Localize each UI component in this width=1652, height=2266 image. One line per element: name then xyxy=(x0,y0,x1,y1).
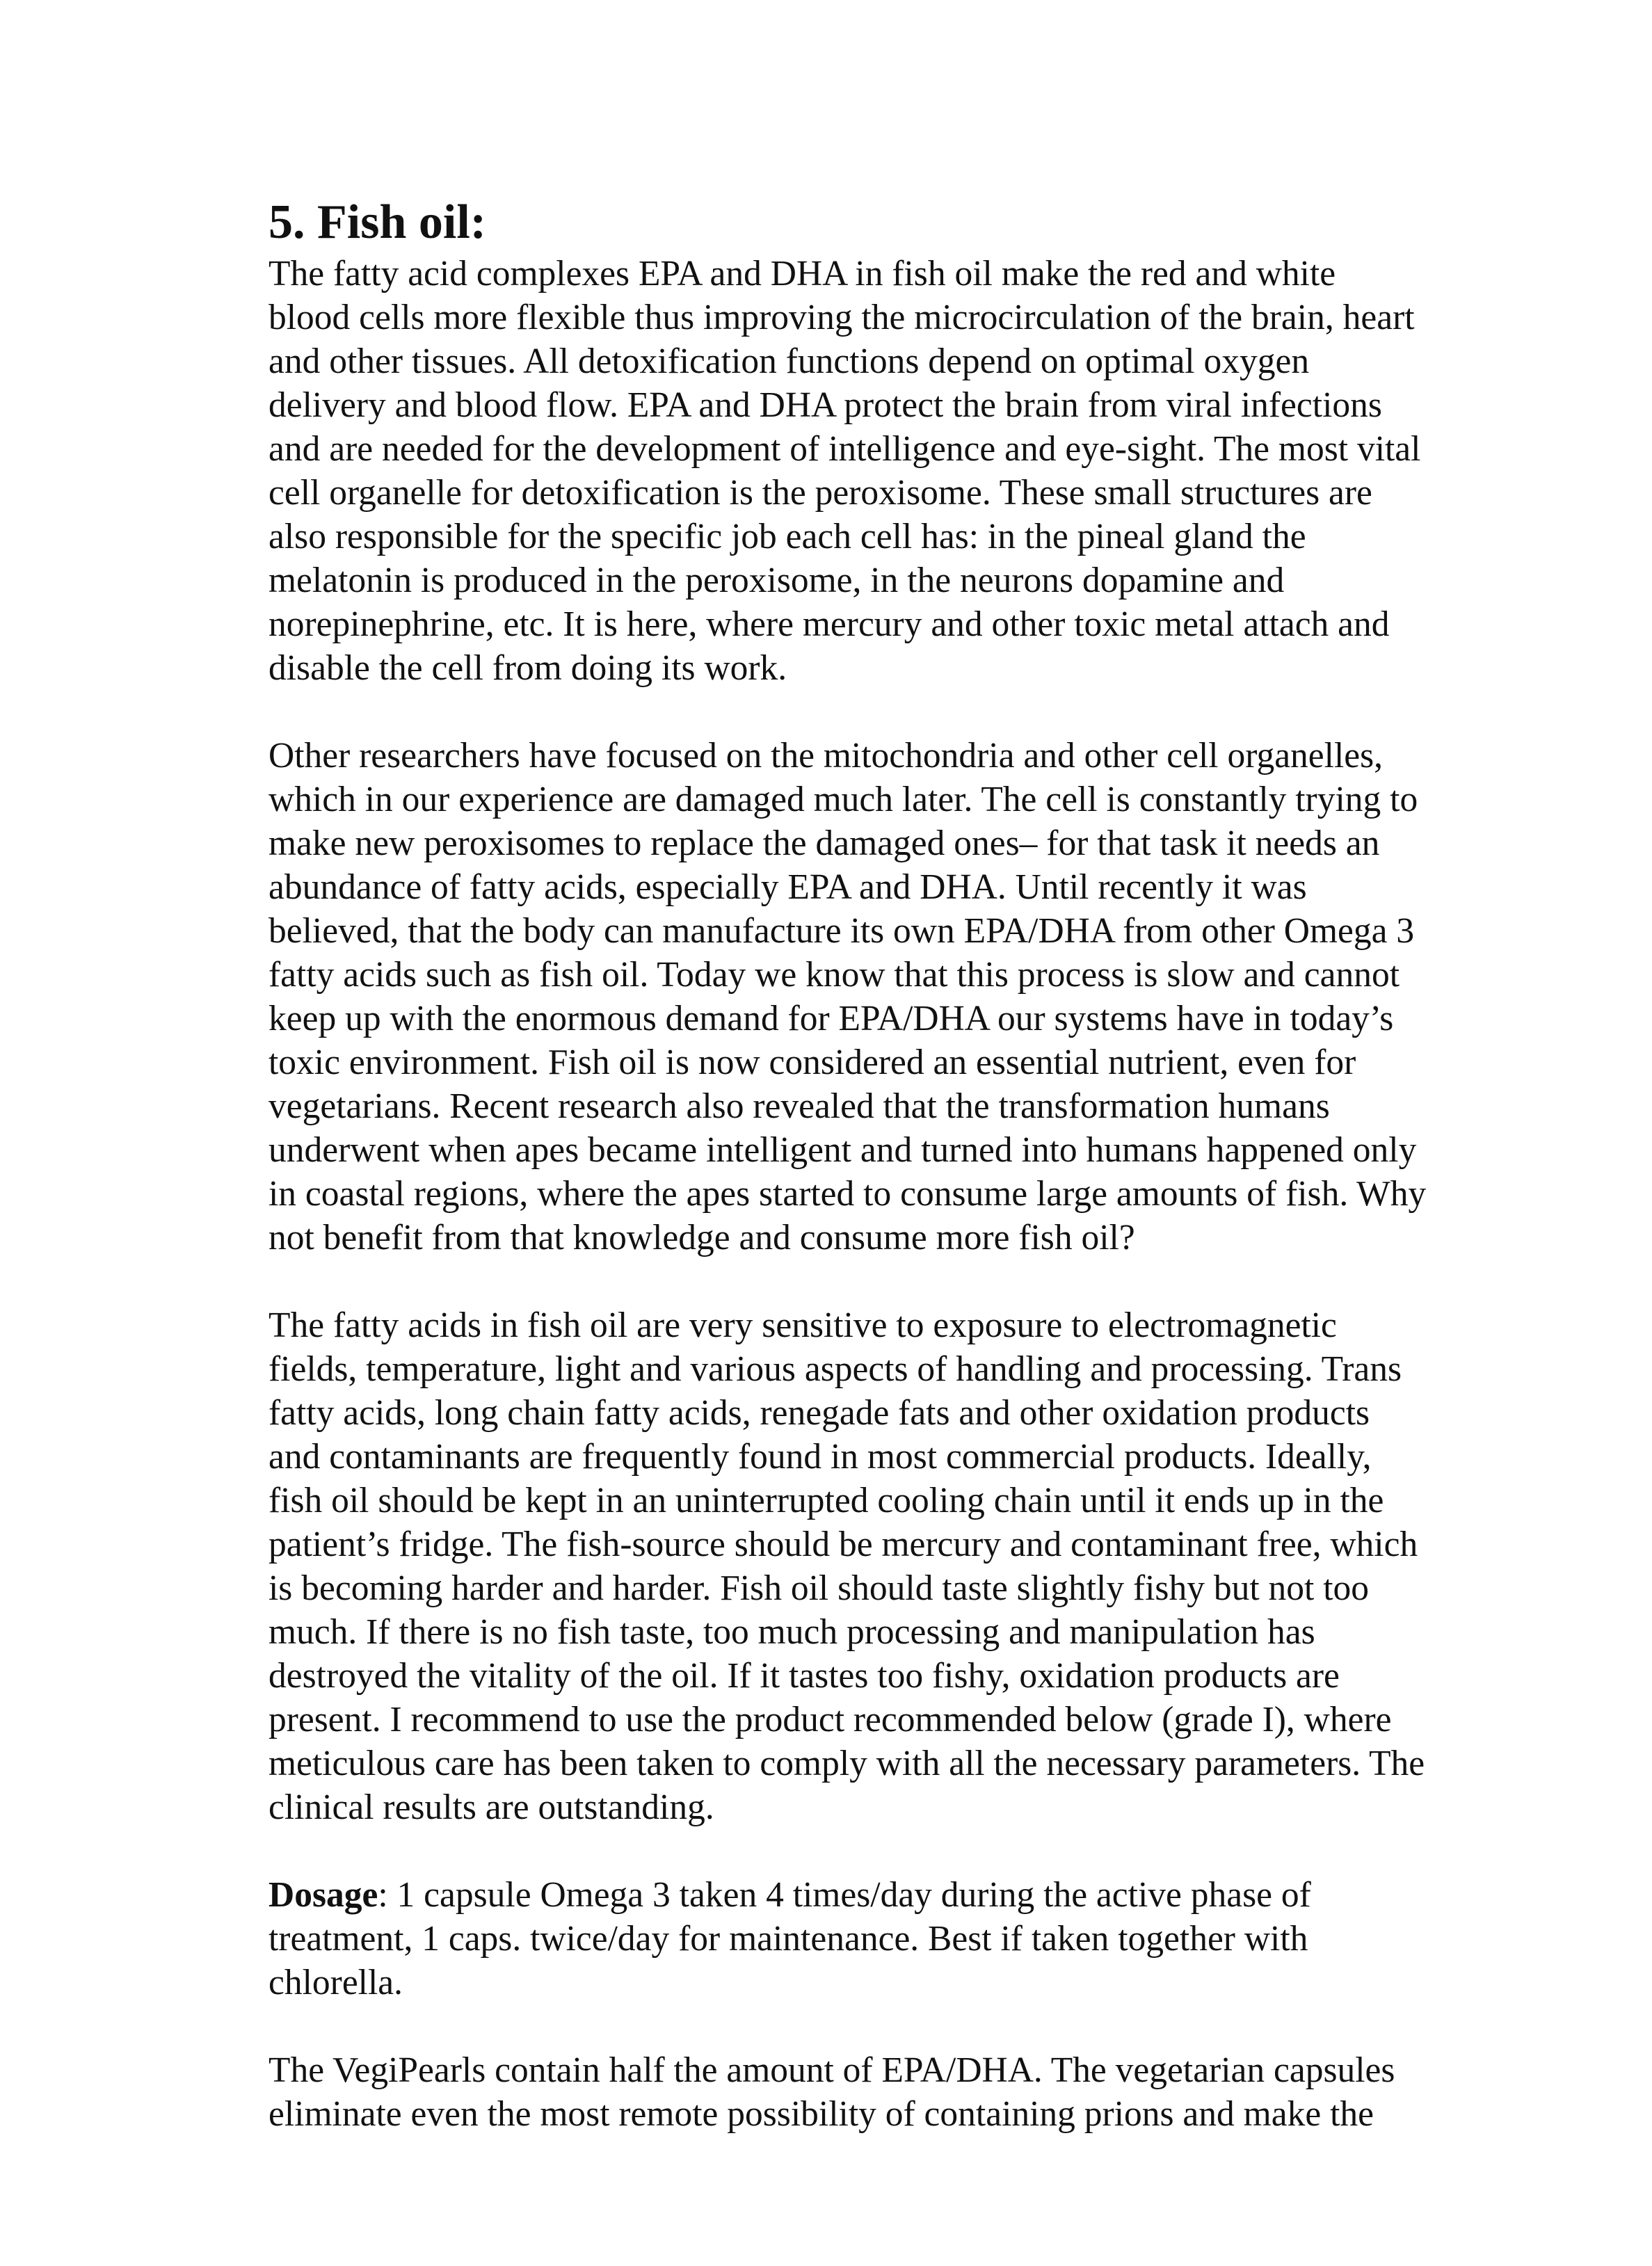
document-body xyxy=(268,193,1541,2180)
text-line: underwent when apes became intelligent and turned into humans happened only xyxy=(268,1130,1417,1170)
text-line: cell organelle for detoxification is the peroxisome. These small structures are xyxy=(268,473,1372,513)
text-line: present. I recommend to use the product recommended below (grade I), where xyxy=(268,1700,1392,1739)
text-line: much. If there is no fish taste, too much processing and manipulation has xyxy=(268,1612,1315,1652)
text-line: and contaminants are frequently found in most commercial products. Ideally, xyxy=(268,1437,1372,1477)
text-line: fish oil should be kept in an uninterrupted cooling chain until it ends up in the xyxy=(268,1481,1384,1520)
text-line: fatty acids such as fish oil. Today we know that this process is slow and cannot xyxy=(268,955,1400,995)
text-line: The VegiPearls contain half the amount of EPA/DHA. The vegetarian capsules xyxy=(268,2050,1395,2090)
text-line: fields, temperature, light and various aspects of handling and processing. Trans xyxy=(268,1349,1402,1389)
text-line: keep up with the enormous demand for EPA/DHA our systems have in today’s xyxy=(268,999,1394,1038)
paragraph-dosage xyxy=(268,1873,1541,2004)
text-line: The fatty acids in fish oil are very sensitive to exposure to electromagnetic xyxy=(268,1305,1337,1345)
text-line: destroyed the vitality of the oil. If it tastes too fishy, oxidation products are xyxy=(268,1656,1340,1696)
text-line: and other tissues. All detoxification functions depend on optimal oxygen xyxy=(268,341,1310,381)
text-line: make new peroxisomes to replace the damaged ones– for that task it needs an xyxy=(268,823,1380,863)
text-line: The fatty acid complexes EPA and DHA in fish oil make the red and white xyxy=(268,254,1336,294)
text-line: toxic environment. Fish oil is now considered an essential nutrient, even for xyxy=(268,1043,1356,1082)
text-line: disable the cell from doing its work. xyxy=(268,648,787,688)
section-heading: 5. Fish oil: xyxy=(268,195,487,249)
text-line xyxy=(268,1873,1541,1917)
text-line: not benefit from that knowledge and consume more fish oil? xyxy=(268,1218,1135,1257)
dosage-text: : 1 capsule Omega 3 taken 4 times/day during the active phase of xyxy=(378,1875,1311,1915)
text-line: blood cells more flexible thus improving the microcirculation of the brain, heart xyxy=(268,298,1415,337)
text-line: fatty acids, long chain fatty acids, renegade fats and other oxidation products xyxy=(268,1393,1370,1433)
text-line: vegetarians. Recent research also revealed that the transformation humans xyxy=(268,1086,1330,1126)
text-line: clinical results are outstanding. xyxy=(268,1787,714,1827)
paragraph-vegipearls xyxy=(268,2048,1541,2136)
text-line: Other researchers have focused on the mitochondria and other cell organelles, xyxy=(268,736,1384,776)
text-line: norepinephrine, etc. It is here, where mercury and other toxic metal attach and xyxy=(268,604,1390,644)
text-line: treatment, 1 caps. twice/day for maintenance. Best if taken together with xyxy=(268,1919,1308,1959)
text-line: believed, that the body can manufacture its own EPA/DHA from other Omega 3 xyxy=(268,911,1415,951)
text-line: which in our experience are damaged much later. The cell is constantly trying to xyxy=(268,780,1418,819)
dosage-label: Dosage xyxy=(268,1875,378,1915)
text-line: in coastal regions, where the apes started to consume large amounts of fish. Why xyxy=(268,1174,1427,1214)
text-line: meticulous care has been taken to comply with all the necessary parameters. The xyxy=(268,1744,1425,1783)
text-line: eliminate even the most remote possibility of containing prions and make the xyxy=(268,2094,1374,2134)
text-line: is becoming harder and harder. Fish oil should taste slightly fishy but not too xyxy=(268,1568,1370,1608)
text-line: melatonin is produced in the peroxisome, in the neurons dopamine and xyxy=(268,561,1285,600)
text-line: delivery and blood flow. EPA and DHA protect the brain from viral infections xyxy=(268,385,1382,425)
text-line: and are needed for the development of intelligence and eye-sight. The most vital xyxy=(268,429,1421,469)
paragraph-handling-quality xyxy=(268,1303,1541,1829)
paragraph-peroxisomes xyxy=(268,734,1541,1260)
text-line: abundance of fatty acids, especially EPA and DHA. Until recently it was xyxy=(268,867,1307,907)
text-line: patient’s fridge. The fish-source should be mercury and contaminant free, which xyxy=(268,1525,1418,1564)
paragraph-epa-dha-intro xyxy=(268,252,1541,690)
text-line: also responsible for the specific job each cell has: in the pineal gland the xyxy=(268,517,1306,556)
text-line: chlorella. xyxy=(268,1963,403,2002)
